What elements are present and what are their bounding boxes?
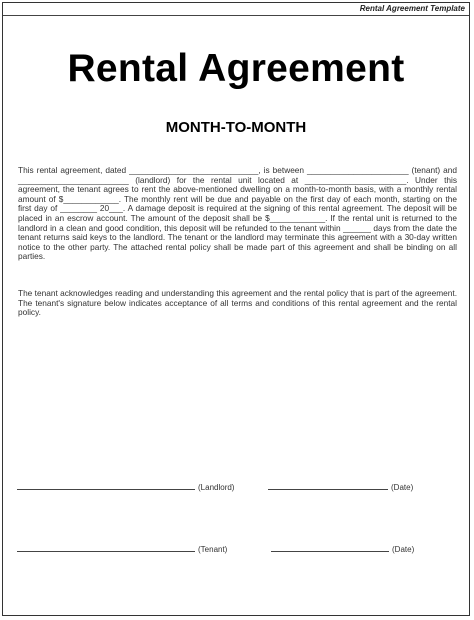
agreement-paragraph-terms: This rental agreement, dated ____________________________, is between ______________________ (tenant) and ________________________ (landlord) for the rental unit located at ______________________. Under this agreement, the tenant agrees to rent the above-mentioned dwelling on a month-to-month basis, with a monthly rental amount of $____________. The monthly rent will be due and payable on the first day of each month, starting on the first day of ________ 20___. A damage deposit is required at the signing of this rental agreement. The deposit will be placed in an escrow account. The amount of the deposit shall be $____________. If the rental unit is returned to the landlord in a clean and good condition, this deposit will be refunded to the tenant within ______ days from the date the tenant returns said keys to the landlord. The tenant or the landlord may terminate this agreement with a 30-day written notice to the other party. The attached rental policy shall be made part of this agreement and shall be binding on all parties. [18, 165, 457, 262]
tenant-date-line[interactable] [271, 551, 389, 552]
landlord-date-label: (Date) [391, 483, 414, 492]
tenant-signature-line[interactable] [17, 551, 195, 552]
tenant-date-label: (Date) [392, 545, 415, 554]
document-subtitle: MONTH-TO-MONTH [165, 119, 307, 136]
agreement-paragraph-acknowledgement: The tenant acknowledges reading and understanding this agreement and the rental policy that is part of the agreement. The tenant's signature below indicates acceptance of all terms and conditions of this rental agreement and the rental policy. [18, 288, 457, 318]
landlord-signature-line[interactable] [17, 489, 195, 490]
landlord-date-line[interactable] [268, 489, 388, 490]
tenant-label: (Tenant) [198, 545, 228, 554]
header-divider [3, 15, 469, 16]
template-header-label: Rental Agreement Template [359, 4, 465, 13]
landlord-label: (Landlord) [198, 483, 235, 492]
document-title: Rental Agreement [67, 47, 405, 90]
document-page [2, 2, 470, 616]
